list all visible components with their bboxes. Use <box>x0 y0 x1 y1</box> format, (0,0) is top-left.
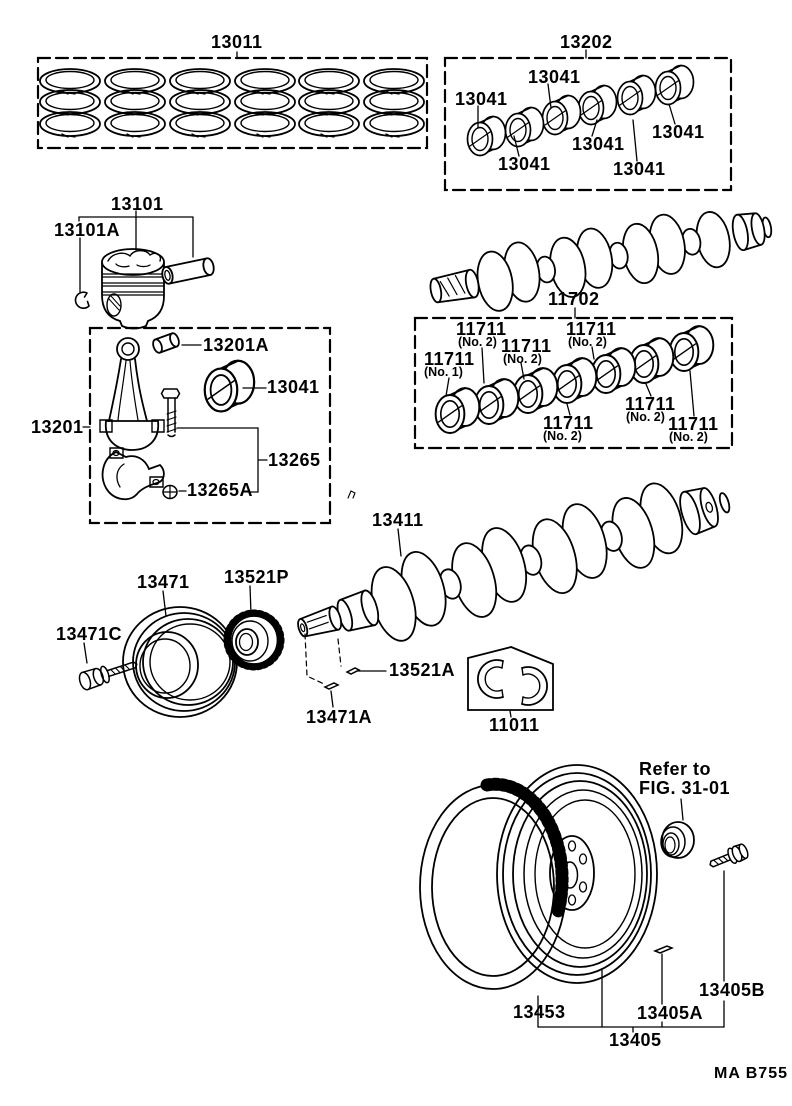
con-rod-cap-drawing <box>103 448 164 499</box>
label-pulley-bolt: 13471C <box>56 624 123 644</box>
label-bearing-no1: (No. 1) <box>424 365 463 379</box>
label-rod-bearing: 13041 <box>498 154 551 174</box>
label-ring-gear: 13453 <box>513 1002 566 1022</box>
label-main-bearing: 11711 <box>424 349 475 369</box>
pilot-bearing-drawing <box>661 822 694 858</box>
label-piston: 13101 <box>111 194 164 214</box>
label-bearing-no2: (No. 2) <box>503 352 542 366</box>
label-con-rod: 13201 <box>31 417 84 437</box>
label-flywheel-bolt: 13405B <box>699 980 766 1000</box>
timing-gear-key <box>347 668 359 674</box>
note-refer-line2: FIG. 31-01 <box>639 778 731 798</box>
label-rod-bearing: 13041 <box>455 89 508 109</box>
pulley-drawing <box>123 607 237 717</box>
flywheel-key <box>655 946 672 953</box>
label-main-bearing: 11711 <box>501 336 552 356</box>
con-rod-bearing-shell <box>205 361 254 412</box>
piston-ring-set-box <box>38 58 427 148</box>
label-timing-gear-key: 13521A <box>389 660 456 680</box>
label-rod-bearing: 13041 <box>528 67 581 87</box>
label-rod-bearing: 13041 <box>267 377 320 397</box>
label-rod-bolt: 13265 <box>268 450 321 470</box>
label-thrust-washer-set: 11011 <box>489 715 540 735</box>
label-rod-bearing: 13041 <box>572 134 625 154</box>
timing-gear-drawing <box>227 613 281 667</box>
label-pulley-key: 13471A <box>306 707 373 727</box>
con-rod-bush <box>151 332 180 354</box>
label-main-bearing: 11711 <box>456 319 507 339</box>
con-rod-drawing <box>100 338 164 450</box>
label-piston-ring-set: 13011 <box>211 32 263 52</box>
label-main-bearing: 11711 <box>543 413 594 433</box>
pulley-key <box>325 683 338 689</box>
piston-pin <box>161 257 215 284</box>
label-rod-bearing: 13041 <box>613 159 666 179</box>
label-rod-nut: 13265A <box>187 480 254 500</box>
label-pulley: 13471 <box>137 572 190 592</box>
label-flywheel-key: 13405A <box>637 1003 704 1023</box>
drawing-code: MA B755 <box>714 1065 788 1082</box>
scan-mark <box>348 491 355 498</box>
label-timing-gear: 13521P <box>224 567 290 587</box>
label-bearing-no2: (No. 2) <box>543 429 582 443</box>
label-main-bearing: 11711 <box>566 319 617 339</box>
note-refer-line1: Refer to <box>639 759 712 779</box>
crankshaft-upper-drawing <box>425 195 777 323</box>
con-rod-nut-drawing <box>163 486 177 499</box>
piston-drawing <box>102 249 164 329</box>
label-main-bearing: 11711 <box>625 394 676 414</box>
piston-ring-sets <box>40 69 424 137</box>
label-flywheel: 13405 <box>609 1030 662 1050</box>
label-bearing-no2: (No. 2) <box>626 410 665 424</box>
thrust-washer-box <box>468 647 553 710</box>
label-rod-bearing-set: 13202 <box>560 32 613 52</box>
label-bearing-no2: (No. 2) <box>568 335 607 349</box>
label-bearing-no2: (No. 2) <box>458 335 497 349</box>
label-main-bearing: 11711 <box>668 414 719 434</box>
flywheel-bolt-drawing <box>707 843 750 873</box>
label-crankshaft: 13411 <box>372 510 424 530</box>
label-rod-bush: 13201A <box>203 335 270 355</box>
label-bearing-no2: (No. 2) <box>669 430 708 444</box>
snap-ring <box>75 292 89 308</box>
label-piston-snap-ring: 13101A <box>54 220 121 240</box>
label-rod-bearing: 13041 <box>652 122 705 142</box>
label-main-bearing-set: 11702 <box>548 289 600 309</box>
